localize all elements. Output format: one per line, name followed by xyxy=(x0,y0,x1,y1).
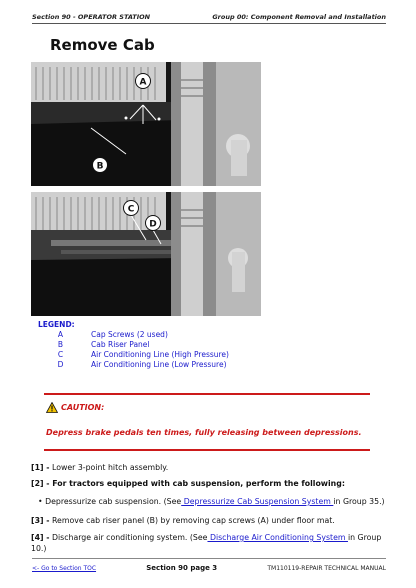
step-text: For tractors equipped with cab suspension, perform the following: xyxy=(49,479,345,488)
step-text: Discharge air conditioning system. (See xyxy=(49,533,208,542)
step-number: [3] - xyxy=(31,516,50,525)
bullet-icon: • xyxy=(38,497,43,506)
bullet-prefix: Depressurize cab suspension. (See xyxy=(45,497,182,506)
page-header xyxy=(32,13,386,21)
legend-key: A xyxy=(57,330,64,339)
legend xyxy=(38,320,229,370)
legend-item xyxy=(38,340,229,350)
step-text: Lower 3-point hitch assembly. xyxy=(49,463,169,472)
legend-item xyxy=(38,360,229,370)
callout-d-label: D xyxy=(149,219,157,230)
step-4 xyxy=(31,532,391,554)
discharge-ac-system-link[interactable]: Discharge Air Conditioning System xyxy=(207,533,348,542)
caution-label: CAUTION: xyxy=(61,403,105,412)
callout-c-label: C xyxy=(127,204,135,215)
step-number: [1] - xyxy=(31,463,50,472)
callout-c xyxy=(124,201,139,216)
header-group: Group 00: Component Removal and Installation xyxy=(212,13,386,21)
legend-text: Air Conditioning Line (High Pressure) xyxy=(91,350,229,359)
step-1 xyxy=(31,462,391,473)
footer-divider xyxy=(32,558,386,559)
bullet-suffix: in Group 35.) xyxy=(333,497,385,506)
manual-id: TM110119-REPAIR TECHNICAL MANUAL xyxy=(267,564,386,572)
legend-heading: LEGEND: xyxy=(38,320,75,329)
warning-triangle-icon xyxy=(46,402,58,413)
step-text: Remove cab riser panel (B) by removing cap screws (A) under floor mat. xyxy=(49,516,335,525)
page-title: Remove Cab xyxy=(50,36,155,54)
step-number: [2] - xyxy=(31,479,50,488)
depressurize-cab-suspension-link[interactable]: Depressurize Cab Suspension System xyxy=(181,497,334,506)
legend-key: D xyxy=(57,360,64,369)
legend-text: Cab Riser Panel xyxy=(91,340,150,349)
page-number: Section 90 page 3 xyxy=(146,564,218,572)
legend-key: C xyxy=(57,350,64,359)
callout-a-label: A xyxy=(139,77,147,88)
legend-text: Air Conditioning Line (Low Pressure) xyxy=(91,360,227,369)
header-divider xyxy=(32,23,386,24)
page-footer xyxy=(32,564,386,572)
callout-b xyxy=(93,158,108,173)
figure-ac-lines xyxy=(31,192,261,316)
legend-item xyxy=(38,330,229,340)
section-toc-link[interactable]: <- Go to Section TOC xyxy=(32,564,97,572)
header-section: Section 90 - OPERATOR STATION xyxy=(32,13,151,21)
callout-a xyxy=(136,74,151,89)
callout-b-label: B xyxy=(96,161,104,172)
caution-heading xyxy=(46,402,104,413)
step-2-bullet xyxy=(38,497,385,506)
step-3 xyxy=(31,515,391,526)
legend-item xyxy=(38,350,229,360)
caution-text: Depress brake pedals ten times, fully releasing between depressions. xyxy=(46,428,362,437)
figure-cab-riser-panel xyxy=(31,62,261,186)
legend-text: Cap Screws (2 used) xyxy=(91,330,168,339)
legend-key: B xyxy=(57,340,64,349)
caution-top-rule xyxy=(44,393,370,395)
callout-d xyxy=(146,216,161,231)
caution-bottom-rule xyxy=(44,449,370,451)
step-2 xyxy=(31,478,391,489)
step-suffix: in Group 10.) xyxy=(31,533,382,553)
step-number: [4] - xyxy=(31,533,50,542)
